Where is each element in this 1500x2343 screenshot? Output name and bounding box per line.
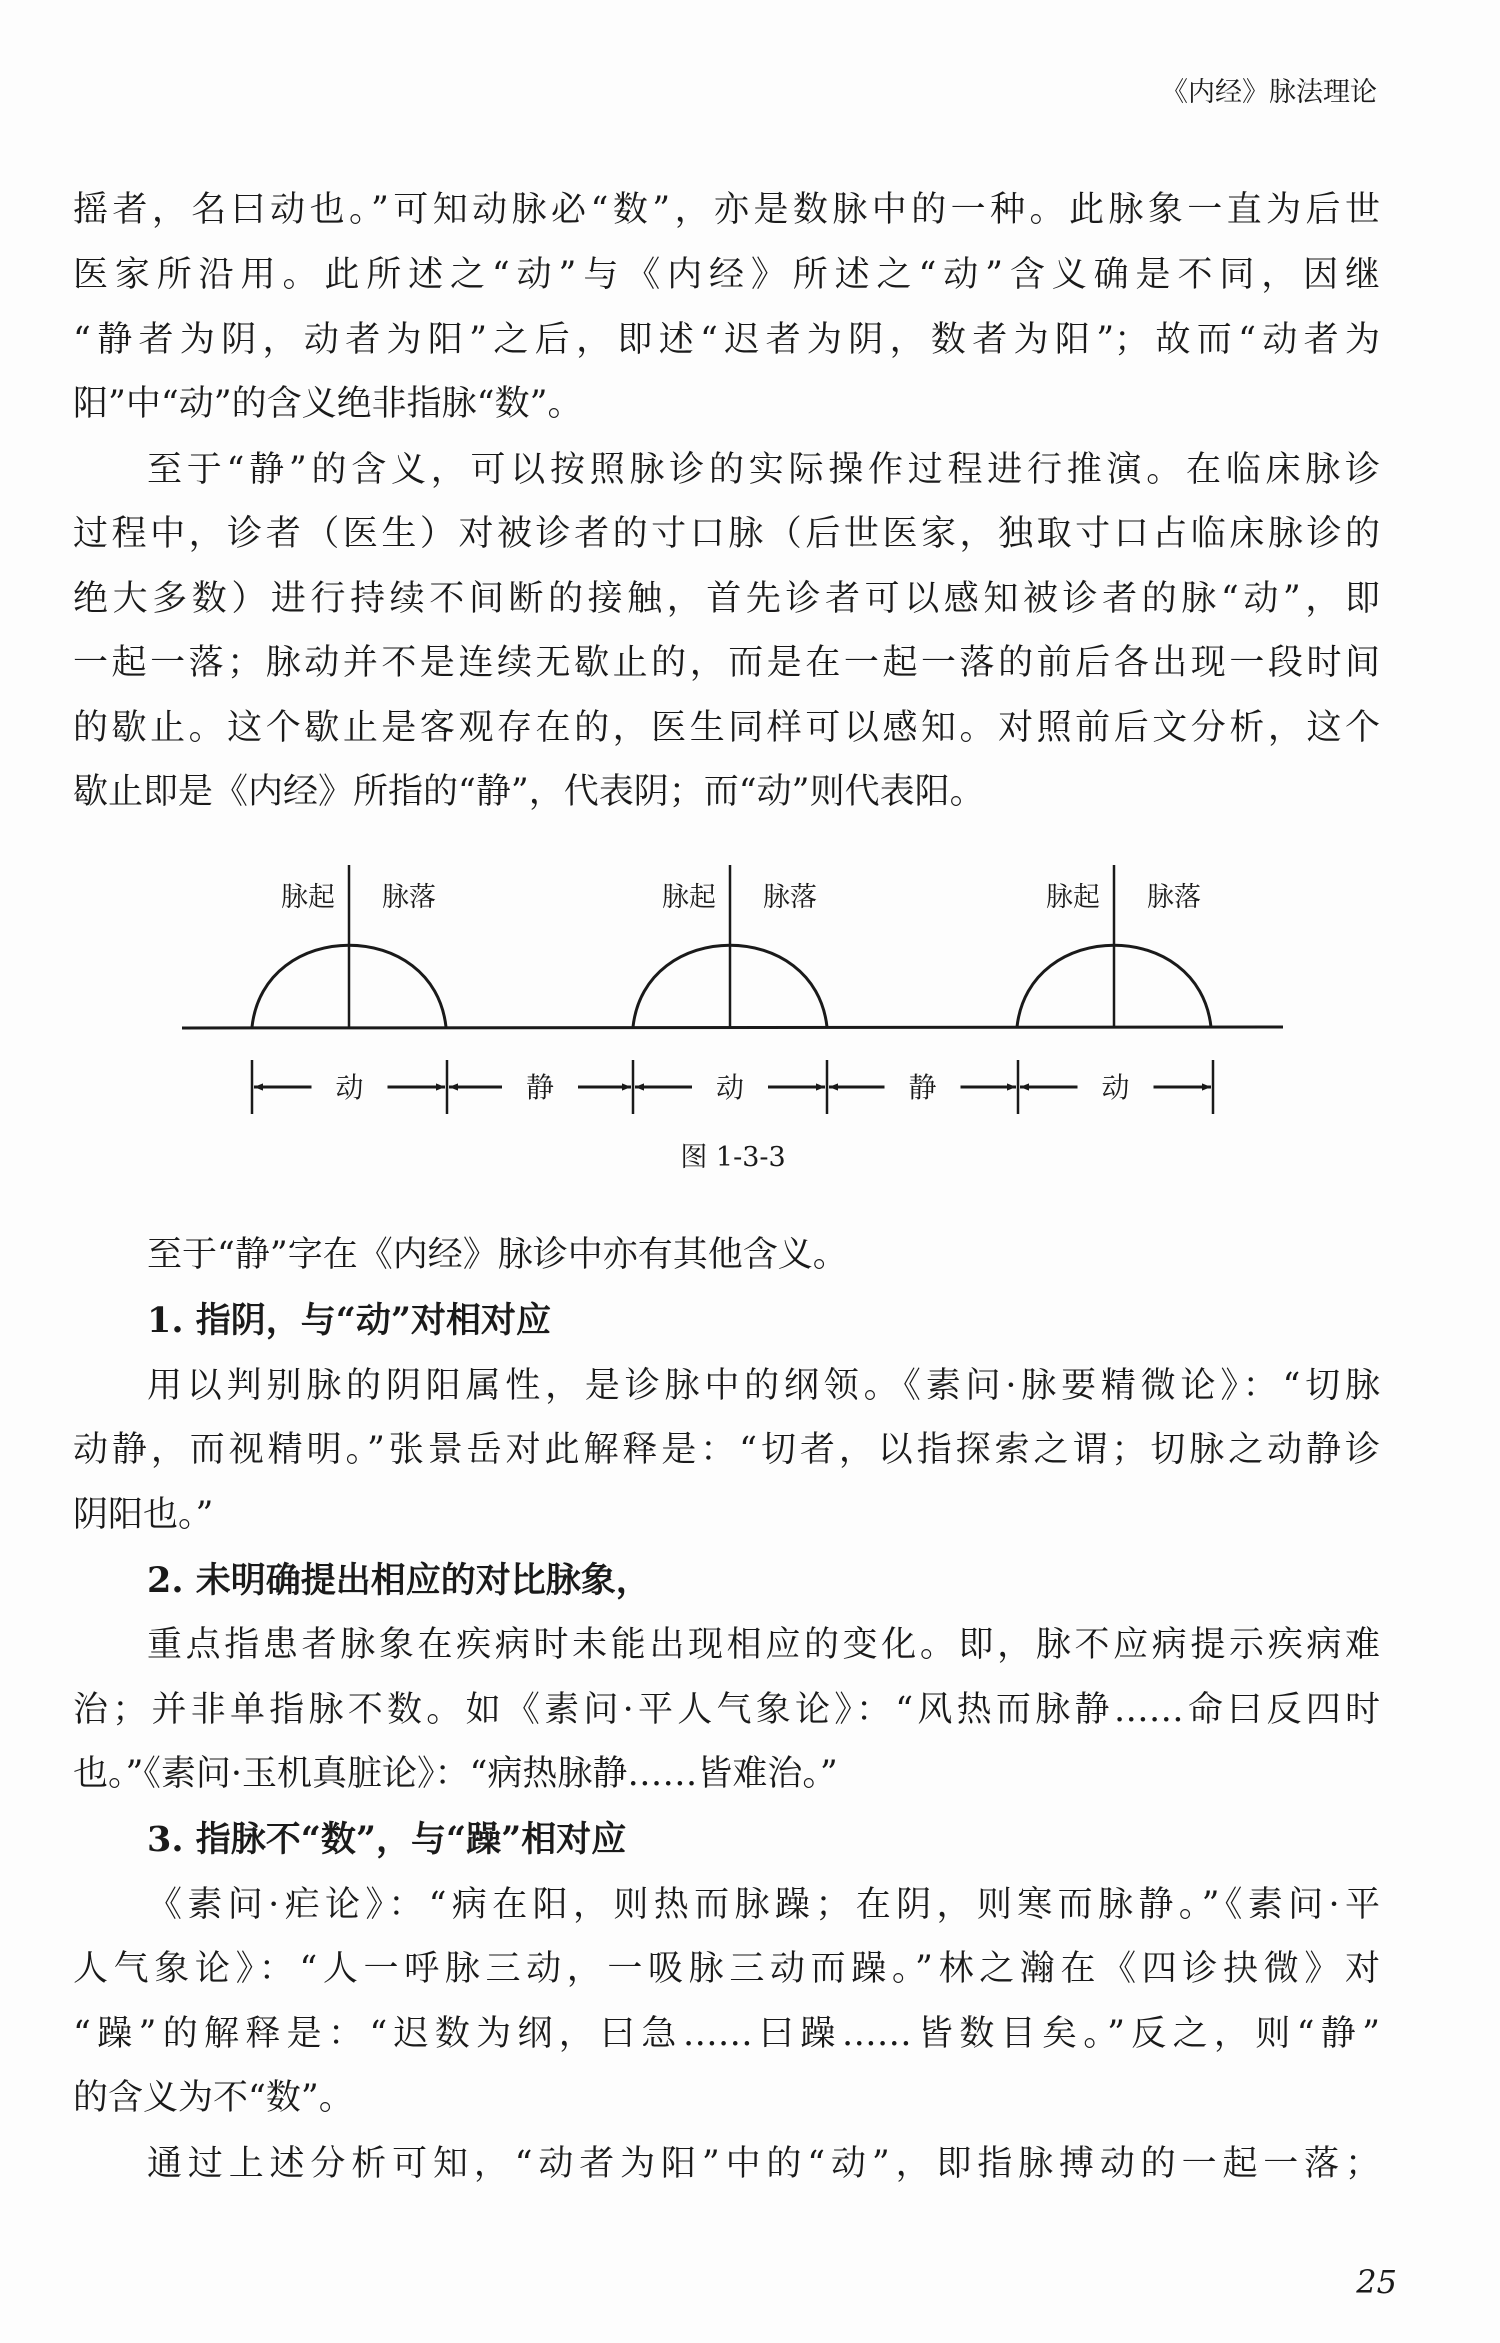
body-line: 人气象论》：“人一呼脉三动，一吸脉三动而躁。”林之瀚在《四诊抉微》对 — [73, 1949, 1380, 1989]
body-line: 用以判别脉的阴阳属性，是诊脉中的纲领。《素问·脉要精微论》：“切脉 — [147, 1366, 1380, 1406]
pulse-wave — [252, 865, 446, 1027]
body-line: 也。”《素问·玉机真脏论》：“病热脉静……皆难治。” — [73, 1754, 838, 1794]
baseline — [182, 1027, 1283, 1028]
segment-label: 静 — [908, 1071, 937, 1104]
rise-label: 脉起 — [281, 882, 335, 913]
fall-label: 脉落 — [382, 882, 436, 913]
body-line: 过程中，诊者（医生）对被诊者的寸口脉（后世医家，独取寸口占临床脉诊的 — [73, 514, 1380, 554]
segment-label: 动 — [335, 1071, 364, 1104]
section-heading: 1. 指阴，与“动”对相对应 — [147, 1300, 551, 1341]
pulse-wave — [633, 865, 827, 1027]
body-line: 绝大多数）进行持续不间断的接触，首先诊者可以感知被诊者的脉“动”，即 — [73, 579, 1380, 619]
body-line: 动静，而视精明。”张景岳对此解释是：“切者，以指探索之谓；切脉之动静诊 — [73, 1430, 1380, 1470]
pulse-diagram — [0, 840, 1500, 1140]
section-heading: 2. 未明确提出相应的对比脉象， — [147, 1560, 651, 1601]
body-line: 的含义为不“数”。 — [73, 2078, 354, 2118]
body-line: 至于“静”字在《内经》脉诊中亦有其他含义。 — [147, 1235, 848, 1275]
segment-label: 动 — [1101, 1071, 1130, 1104]
body-line: 治；并非单指脉不数。如《素问·平人气象论》：“风热而脉静……命曰反四时 — [73, 1690, 1380, 1730]
body-line: 重点指患者脉象在疾病时未能出现相应的变化。即，脉不应病提示疾病难 — [147, 1625, 1380, 1665]
body-line: 阳”中“动”的含义绝非指脉“数”。 — [73, 384, 583, 424]
segment-motion — [254, 1071, 445, 1104]
segment-rest — [829, 1071, 1016, 1104]
segment-motion — [1020, 1071, 1211, 1104]
segment-rest — [449, 1071, 631, 1104]
rise-label: 脉起 — [662, 882, 716, 913]
body-line: 歇止即是《内经》所指的“静”，代表阴；而“动”则代表阳。 — [73, 772, 985, 812]
segment-motion — [635, 1071, 825, 1104]
rise-label: 脉起 — [1046, 882, 1100, 913]
figure-caption: 图 1-3-3 — [680, 1142, 786, 1173]
running-header: 《内经》脉法理论 — [1161, 77, 1377, 108]
segment-label: 动 — [715, 1071, 745, 1104]
body-line: 的歇止。这个歇止是客观存在的，医生同样可以感知。对照前后文分析，这个 — [73, 708, 1380, 748]
segment-label: 静 — [525, 1071, 555, 1104]
body-line: “躁”的解释是：“迟数为纲，曰急……曰躁……皆数目矣。”反之，则“静” — [73, 2014, 1380, 2054]
body-line: 《素问·疟论》：“病在阳，则热而脉躁；在阴，则寒而脉静。”《素问·平 — [147, 1885, 1380, 1925]
body-line: 阴阳也。” — [73, 1495, 214, 1535]
body-line: “静者为阴，动者为阳”之后，即述“迟者为阴，数者为阳”；故而“动者为 — [73, 320, 1380, 360]
body-line: 一起一落；脉动并不是连续无歇止的，而是在一起一落的前后各出现一段时间 — [73, 643, 1380, 683]
body-line: 医家所沿用。此所述之“动”与《内经》所述之“动”含义确是不同，因继 — [73, 255, 1380, 295]
page-number: 25 — [1356, 2263, 1397, 2301]
fall-label: 脉落 — [1147, 882, 1201, 913]
body-line: 至于“静”的含义，可以按照脉诊的实际操作过程进行推演。在临床脉诊 — [147, 450, 1380, 490]
fall-label: 脉落 — [763, 882, 817, 913]
pulse-wave — [1017, 865, 1211, 1027]
body-line: 通过上述分析可知，“动者为阳”中的“动”，即指脉搏动的一起一落； — [147, 2144, 1380, 2184]
section-heading: 3. 指脉不“数”，与“躁”相对应 — [147, 1819, 627, 1860]
body-line: 摇者，名曰动也。”可知动脉必“数”，亦是数脉中的一种。此脉象一直为后世 — [73, 190, 1380, 230]
